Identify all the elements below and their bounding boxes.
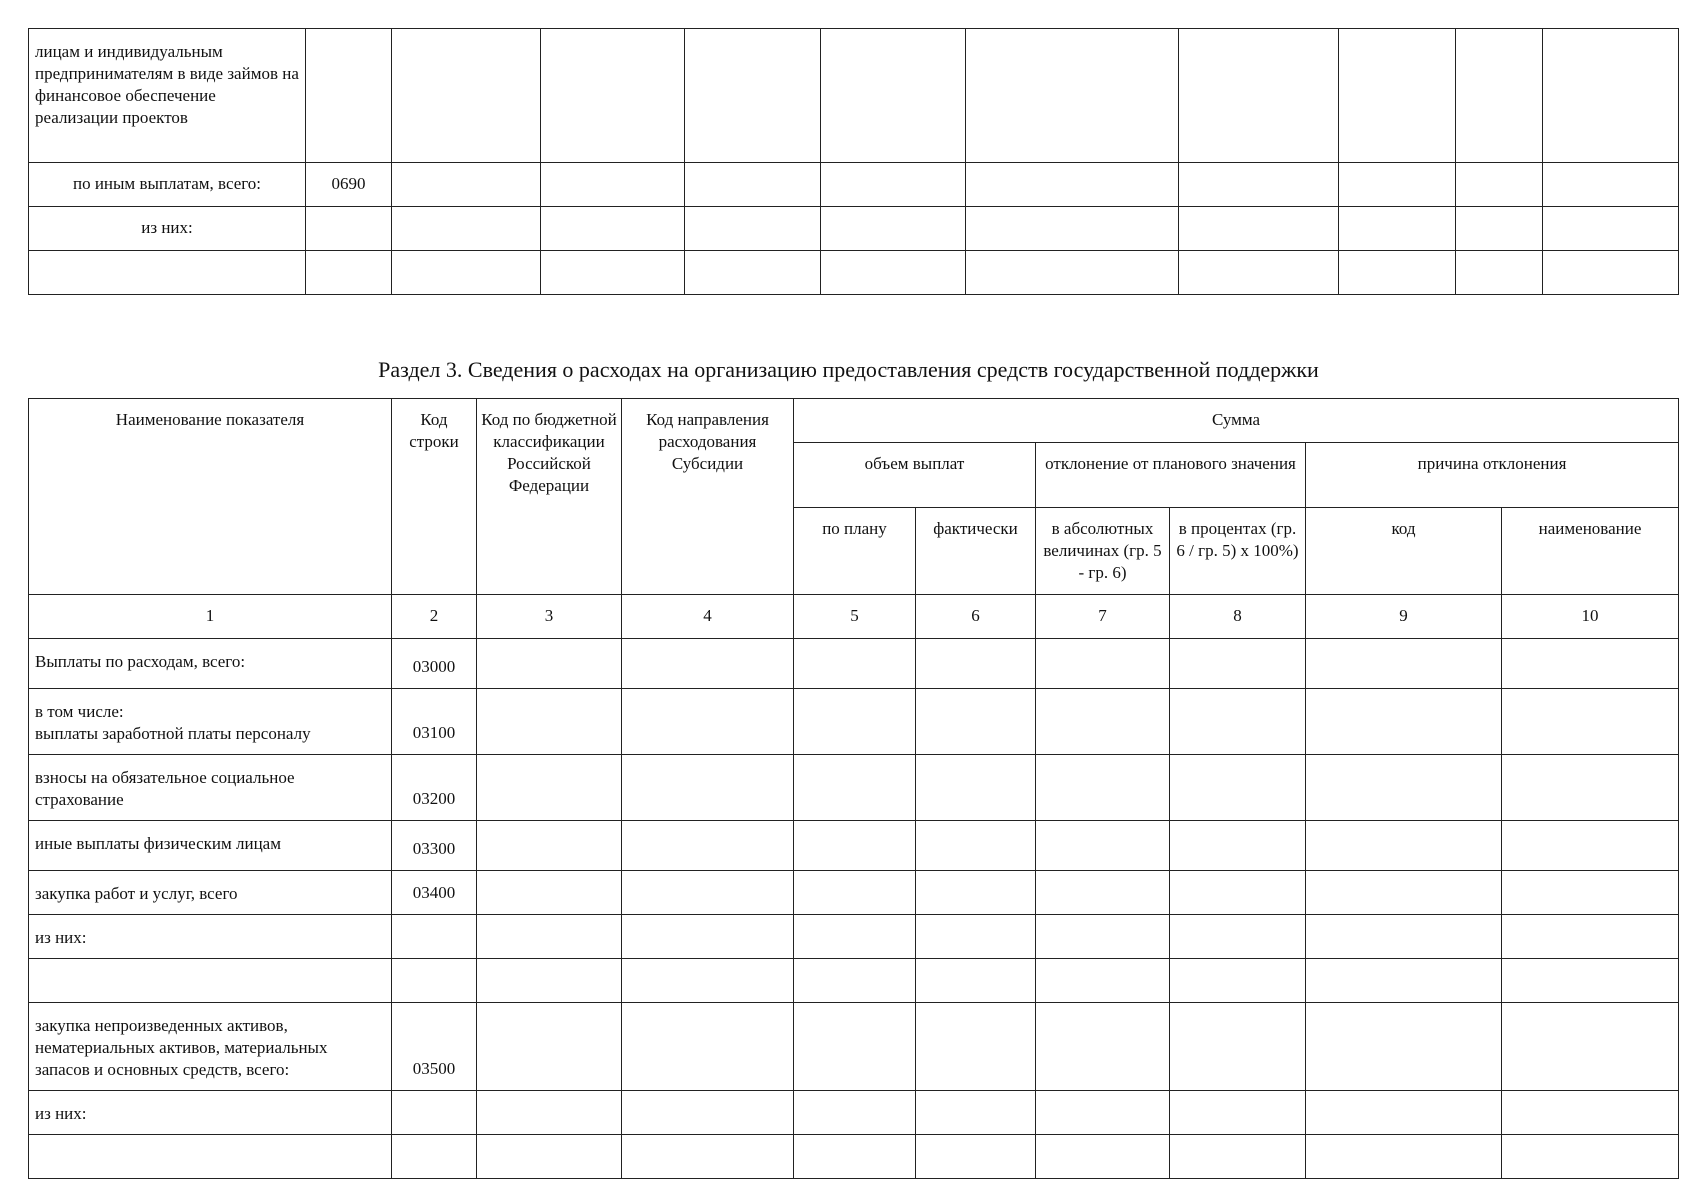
value-cell[interactable]	[1339, 207, 1456, 251]
table-row	[29, 1003, 1679, 1091]
value-cell[interactable]	[1502, 1003, 1679, 1091]
value-cell[interactable]	[1306, 959, 1502, 1003]
value-cell[interactable]	[1036, 821, 1170, 871]
value-cell[interactable]	[821, 207, 966, 251]
column-number: 1	[29, 595, 392, 639]
column-number: 10	[1502, 595, 1679, 639]
value-cell[interactable]	[1036, 755, 1170, 821]
row-code: 03300	[392, 821, 477, 871]
value-cell[interactable]	[966, 29, 1179, 163]
value-cell[interactable]	[541, 207, 685, 251]
value-cell[interactable]	[477, 915, 622, 959]
value-cell[interactable]	[1036, 1091, 1170, 1135]
value-cell[interactable]	[1170, 1003, 1306, 1091]
value-cell[interactable]	[1543, 251, 1679, 295]
value-cell[interactable]	[477, 1003, 622, 1091]
row-label: Выплаты по расходам, всего:	[29, 639, 392, 689]
column-number-row	[29, 595, 1679, 639]
value-cell[interactable]	[622, 915, 794, 959]
table-row	[29, 689, 1679, 755]
value-cell[interactable]	[477, 871, 622, 915]
header-reason-name: наименование	[1502, 508, 1679, 595]
row-label: из них:	[29, 915, 392, 959]
value-cell[interactable]	[1170, 915, 1306, 959]
row-label	[29, 959, 392, 1003]
value-cell[interactable]	[477, 755, 622, 821]
value-cell[interactable]	[1036, 1003, 1170, 1091]
value-cell[interactable]	[916, 639, 1036, 689]
value-cell[interactable]	[1306, 639, 1502, 689]
value-cell[interactable]	[685, 251, 821, 295]
value-cell[interactable]	[541, 251, 685, 295]
table-row	[29, 251, 1679, 295]
value-cell[interactable]	[477, 1135, 622, 1179]
value-cell[interactable]	[966, 207, 1179, 251]
value-cell[interactable]	[1170, 871, 1306, 915]
header-payments-volume: объем выплат	[794, 443, 1036, 508]
value-cell[interactable]	[477, 1091, 622, 1135]
value-cell[interactable]	[1502, 871, 1679, 915]
value-cell[interactable]	[916, 959, 1036, 1003]
value-cell[interactable]	[821, 163, 966, 207]
value-cell[interactable]	[1179, 163, 1339, 207]
header-reason-code: код	[1306, 508, 1502, 595]
value-cell[interactable]	[392, 207, 541, 251]
table-row	[29, 871, 1679, 915]
value-cell[interactable]	[794, 871, 916, 915]
value-cell[interactable]	[392, 251, 541, 295]
value-cell[interactable]	[794, 689, 916, 755]
value-cell[interactable]	[1543, 29, 1679, 163]
column-number: 9	[1306, 595, 1502, 639]
row-code: 03000	[392, 639, 477, 689]
table-row	[29, 1135, 1679, 1179]
row-code: 03200	[392, 755, 477, 821]
value-cell[interactable]	[794, 639, 916, 689]
value-cell[interactable]	[1036, 871, 1170, 915]
row-label: взносы на обязательное социальное страхование	[29, 755, 392, 821]
value-cell[interactable]	[966, 163, 1179, 207]
header-reason: причина отклонения	[1306, 443, 1679, 508]
row-label	[29, 1135, 392, 1179]
table-row	[29, 959, 1679, 1003]
value-cell[interactable]	[1170, 639, 1306, 689]
row-code: 03500	[392, 1003, 477, 1091]
value-cell[interactable]	[1306, 821, 1502, 871]
row-label: закупка непроизведенных активов, нематериальных активов, материальных запасов и основных средств, всего:	[29, 1003, 392, 1091]
table-row	[29, 1091, 1679, 1135]
value-cell[interactable]	[1502, 1135, 1679, 1179]
value-cell[interactable]	[622, 1135, 794, 1179]
value-cell[interactable]	[794, 915, 916, 959]
header-deviation: отклонение от планового значения	[1036, 443, 1306, 508]
value-cell[interactable]	[794, 821, 916, 871]
row-code[interactable]	[306, 251, 392, 295]
value-cell[interactable]	[1306, 1091, 1502, 1135]
value-cell[interactable]	[1306, 755, 1502, 821]
row-code: 03100	[392, 689, 477, 755]
row-label: в том числе: выплаты заработной платы персоналу	[29, 689, 392, 755]
value-cell[interactable]	[685, 207, 821, 251]
column-number: 8	[1170, 595, 1306, 639]
value-cell[interactable]	[1170, 1135, 1306, 1179]
row-code	[392, 915, 477, 959]
header-actual: фактически	[916, 508, 1036, 595]
column-number: 6	[916, 595, 1036, 639]
row-code	[392, 959, 477, 1003]
value-cell[interactable]	[916, 915, 1036, 959]
row-name: по иным выплатам, всего:	[29, 163, 306, 207]
value-cell[interactable]	[1339, 29, 1456, 163]
value-cell[interactable]	[1502, 915, 1679, 959]
value-cell[interactable]	[1339, 251, 1456, 295]
row-name[interactable]	[29, 251, 306, 295]
row-code	[306, 207, 392, 251]
value-cell[interactable]	[1502, 821, 1679, 871]
value-cell[interactable]	[1179, 251, 1339, 295]
value-cell[interactable]	[622, 689, 794, 755]
row-name: из них:	[29, 207, 306, 251]
column-number: 7	[1036, 595, 1170, 639]
expenses-table	[28, 398, 1679, 1179]
value-cell[interactable]	[1306, 871, 1502, 915]
table-row	[29, 29, 1679, 163]
value-cell[interactable]	[622, 959, 794, 1003]
value-cell[interactable]	[1170, 959, 1306, 1003]
value-cell[interactable]	[541, 163, 685, 207]
header-row	[29, 399, 1679, 443]
row-code	[392, 1135, 477, 1179]
value-cell[interactable]	[477, 639, 622, 689]
header-name: Наименование показателя	[29, 399, 392, 595]
value-cell[interactable]	[685, 163, 821, 207]
value-cell[interactable]	[1456, 207, 1543, 251]
header-direction-code: Код направления расходования Субсидии	[622, 399, 794, 595]
value-cell[interactable]	[1179, 29, 1339, 163]
header-by-plan: по плану	[794, 508, 916, 595]
value-cell[interactable]	[1306, 1135, 1502, 1179]
value-cell[interactable]	[477, 959, 622, 1003]
header-row-code: Код строки	[392, 399, 477, 595]
value-cell[interactable]	[916, 1003, 1036, 1091]
value-cell[interactable]	[794, 1091, 916, 1135]
row-code: 0690	[306, 163, 392, 207]
value-cell[interactable]	[1456, 163, 1543, 207]
value-cell[interactable]	[1306, 689, 1502, 755]
value-cell[interactable]	[1170, 689, 1306, 755]
value-cell[interactable]	[1339, 163, 1456, 207]
value-cell[interactable]	[821, 29, 966, 163]
value-cell[interactable]	[916, 689, 1036, 755]
value-cell[interactable]	[1502, 689, 1679, 755]
row-code	[392, 1091, 477, 1135]
value-cell[interactable]	[1036, 1135, 1170, 1179]
value-cell[interactable]	[794, 755, 916, 821]
value-cell[interactable]	[622, 871, 794, 915]
value-cell[interactable]	[1170, 1091, 1306, 1135]
value-cell[interactable]	[622, 639, 794, 689]
value-cell[interactable]	[916, 821, 1036, 871]
value-cell[interactable]	[1543, 207, 1679, 251]
value-cell[interactable]	[1306, 1003, 1502, 1091]
table-row	[29, 821, 1679, 871]
value-cell[interactable]	[477, 821, 622, 871]
value-cell[interactable]	[966, 251, 1179, 295]
column-number: 3	[477, 595, 622, 639]
value-cell[interactable]	[1502, 755, 1679, 821]
table-row	[29, 639, 1679, 689]
row-label: закупка работ и услуг, всего	[29, 871, 392, 915]
value-cell[interactable]	[916, 755, 1036, 821]
value-cell[interactable]	[622, 821, 794, 871]
column-number: 5	[794, 595, 916, 639]
section-title: Раздел 3. Сведения о расходах на организацию предоставления средств государственной поддержки	[378, 357, 1319, 382]
table-row	[29, 207, 1679, 251]
value-cell[interactable]	[392, 29, 541, 163]
table-row	[29, 755, 1679, 821]
column-number: 2	[392, 595, 477, 639]
value-cell[interactable]	[1170, 821, 1306, 871]
value-cell[interactable]	[1502, 1091, 1679, 1135]
value-cell[interactable]	[794, 1135, 916, 1179]
value-cell[interactable]	[1036, 689, 1170, 755]
column-number: 4	[622, 595, 794, 639]
header-budget-code: Код по бюджетной классификации Российской Федерации	[477, 399, 622, 595]
value-cell[interactable]	[477, 689, 622, 755]
value-cell[interactable]	[821, 251, 966, 295]
value-cell[interactable]	[1502, 959, 1679, 1003]
value-cell[interactable]	[1036, 639, 1170, 689]
row-label: из них:	[29, 1091, 392, 1135]
value-cell[interactable]	[916, 1091, 1036, 1135]
value-cell[interactable]	[622, 1003, 794, 1091]
value-cell[interactable]	[1036, 915, 1170, 959]
value-cell[interactable]	[1456, 251, 1543, 295]
value-cell[interactable]	[685, 29, 821, 163]
header-percent: в процентах (гр. 6 / гр. 5) x 100%)	[1170, 508, 1306, 595]
value-cell[interactable]	[1456, 29, 1543, 163]
table-row	[29, 915, 1679, 959]
row-code: 03400	[392, 871, 477, 915]
value-cell[interactable]	[1306, 915, 1502, 959]
row-code	[306, 29, 392, 163]
value-cell[interactable]	[622, 755, 794, 821]
value-cell[interactable]	[1543, 163, 1679, 207]
header-sum: Сумма	[794, 399, 1679, 443]
value-cell[interactable]	[622, 1091, 794, 1135]
value-cell[interactable]	[1179, 207, 1339, 251]
previous-section-table	[28, 28, 1679, 295]
value-cell[interactable]	[916, 1135, 1036, 1179]
value-cell[interactable]	[1502, 639, 1679, 689]
value-cell[interactable]	[1036, 959, 1170, 1003]
value-cell[interactable]	[794, 959, 916, 1003]
value-cell[interactable]	[1170, 755, 1306, 821]
value-cell[interactable]	[541, 29, 685, 163]
header-absolute: в абсолютных величинах (гр. 5 - гр. 6)	[1036, 508, 1170, 595]
value-cell[interactable]	[916, 871, 1036, 915]
value-cell[interactable]	[794, 1003, 916, 1091]
value-cell[interactable]	[392, 163, 541, 207]
row-label: иные выплаты физическим лицам	[29, 821, 392, 871]
row-name: лицам и индивидуальным предпринимателям в виде займов на финансовое обеспечение реализации проектов	[29, 29, 306, 163]
table-row	[29, 163, 1679, 207]
